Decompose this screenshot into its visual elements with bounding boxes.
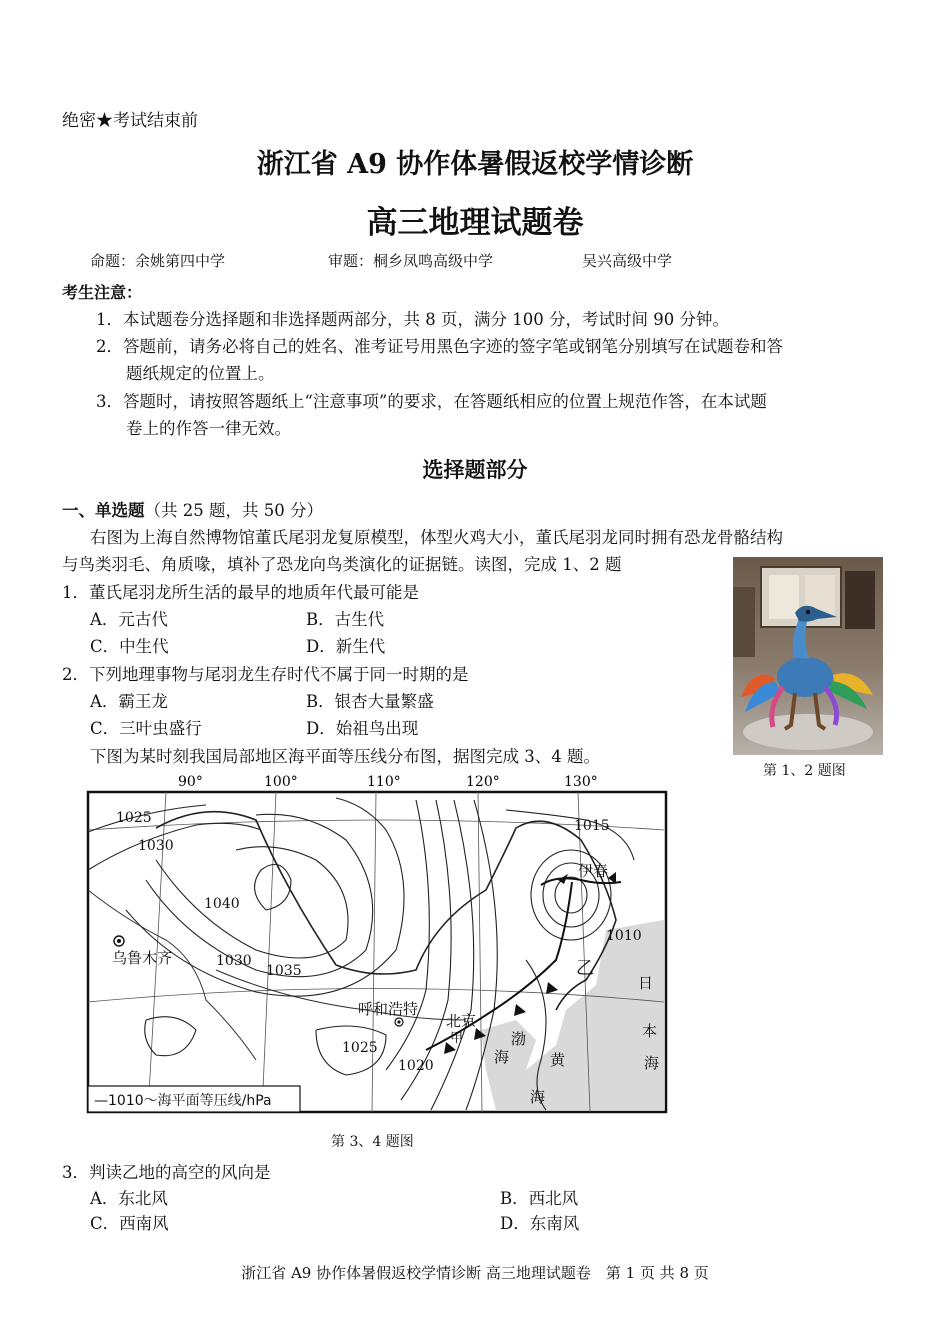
notice-item-2-cont: 题纸规定的位置上。 <box>126 364 275 383</box>
isobar-label: 1035 <box>266 963 302 979</box>
place-japan-sea-1: 日 <box>638 974 654 992</box>
notice-item-3-cont: 卷上的作答一律无效。 <box>126 419 291 438</box>
notice-item-2: 2．答题前，请务必将自己的姓名、准考证号用黑色字迹的签字笔或钢笔分别填写在试题卷和答 <box>96 337 783 356</box>
place-urumqi: 乌鲁木齐 <box>112 949 173 967</box>
place-yellow-sea-2: 海 <box>530 1088 546 1106</box>
isobar-label: 1010 <box>606 928 642 944</box>
place-jia: 甲 <box>450 1031 464 1046</box>
lon-label-130: 130° <box>564 774 598 790</box>
question-3-option-c: C．西南风 <box>90 1214 169 1233</box>
isobar-label: 1030 <box>138 838 174 854</box>
isobar-label: 1040 <box>204 896 240 912</box>
author-reviewer-2: 吴兴高级中学 <box>582 252 673 270</box>
intro-1-line-2: 与鸟类羽毛、角质喙，填补了恐龙向鸟类演化的证据链。读图，完成 1、2 题 <box>62 555 622 574</box>
place-japan-sea-3: 海 <box>644 1054 660 1072</box>
question-3-option-b: B．西北风 <box>500 1189 579 1208</box>
lon-label-120: 120° <box>466 774 500 790</box>
question-1-option-b: B．古生代 <box>306 610 385 629</box>
question-1-option-c: C．中生代 <box>90 637 169 656</box>
question-1-option-d: D．新生代 <box>306 637 386 656</box>
photo-caption: 第 1、2 题图 <box>763 763 846 779</box>
question-2-option-a: A．霸王龙 <box>90 692 168 711</box>
exam-subtitle: 高三地理试题卷 <box>366 205 584 241</box>
exam-title: 浙江省 A9 协作体暑假返校学情诊断 <box>256 149 694 180</box>
question-1-option-a: A．元古代 <box>90 610 168 629</box>
place-hohhot: 呼和浩特 <box>358 1000 419 1018</box>
isobar-label: 1020 <box>398 1058 434 1074</box>
author-setter: 命题：余姚第四中学 <box>90 252 226 270</box>
intro-1-line-1: 右图为上海自然博物馆董氏尾羽龙复原模型，体型火鸡大小，董氏尾羽龙同时拥有恐龙骨骼结构 <box>90 528 783 547</box>
lon-label-100: 100° <box>264 774 298 790</box>
place-beijing: 北京 <box>446 1012 477 1030</box>
question-3-stem: 3．判读乙地的高空的风向是 <box>62 1163 271 1182</box>
part-heading <box>62 497 323 521</box>
question-2-option-c: C．三叶虫盛行 <box>90 719 202 738</box>
question-2-stem: 2．下列地理事物与尾羽龙生存时代不属于同一时期的是 <box>62 665 469 684</box>
question-2-option-d: D．始祖鸟出现 <box>306 719 419 738</box>
author-reviewer: 审题：桐乡凤鸣高级中学 <box>328 252 494 270</box>
isobar-label: 1030 <box>216 953 252 969</box>
notice-item-3: 3．答题时，请按照答题纸上“注意事项”的要求，在答题纸相应的位置上规范作答，在本试题 <box>96 392 767 411</box>
notice-item-1: 1．本试题卷分选择题和非选择题两部分，共 8 页，满分 100 分，考试时间 90 分钟。 <box>96 310 729 329</box>
part-label: 一、单选题 <box>62 501 145 520</box>
confidential-mark: 绝密★考试结束前 <box>62 111 198 131</box>
place-yichun: 伊春 <box>578 862 609 880</box>
place-bohai-2: 海 <box>494 1048 510 1066</box>
question-1-stem: 1．董氏尾羽龙所生活的最早的地质年代最可能是 <box>62 583 419 602</box>
intro-2: 下图为某时刻我国局部地区海平面等压线分布图，据图完成 3、4 题。 <box>90 747 600 766</box>
place-bohai-1: 渤 <box>511 1030 527 1048</box>
notice-heading: 考生注意： <box>62 283 143 302</box>
isobar-label: 1015 <box>574 818 610 834</box>
isobar-label: 1025 <box>342 1040 378 1056</box>
lon-label-110: 110° <box>367 774 401 790</box>
lon-label-90: 90° <box>178 774 203 790</box>
city-marker-hohhot-dot <box>397 1020 400 1023</box>
isobar-map <box>86 770 676 1115</box>
map-legend: —1010～海平面等压线/hPa <box>94 1093 272 1109</box>
map-caption: 第 3、4 题图 <box>331 1134 414 1150</box>
place-yi: 乙 <box>576 958 594 979</box>
place-yellow-sea-1: 黄 <box>550 1051 566 1069</box>
isobar-label: 1025 <box>116 810 152 826</box>
city-marker-urumqi-dot <box>117 939 121 943</box>
section-title: 选择题部分 <box>422 457 528 482</box>
question-3-option-d: D．东南风 <box>500 1214 580 1233</box>
place-japan-sea-2: 本 <box>642 1022 658 1040</box>
part-note: （共 25 题，共 50 分） <box>144 501 323 520</box>
question-3-option-a: A．东北风 <box>90 1189 168 1208</box>
dinosaur-model-photo <box>733 557 883 755</box>
page-footer: 浙江省 A9 协作体暑假返校学情诊断 高三地理试题卷 第 1 页 共 8 页 <box>241 1264 709 1282</box>
question-2-option-b: B．银杏大量繁盛 <box>306 692 434 711</box>
